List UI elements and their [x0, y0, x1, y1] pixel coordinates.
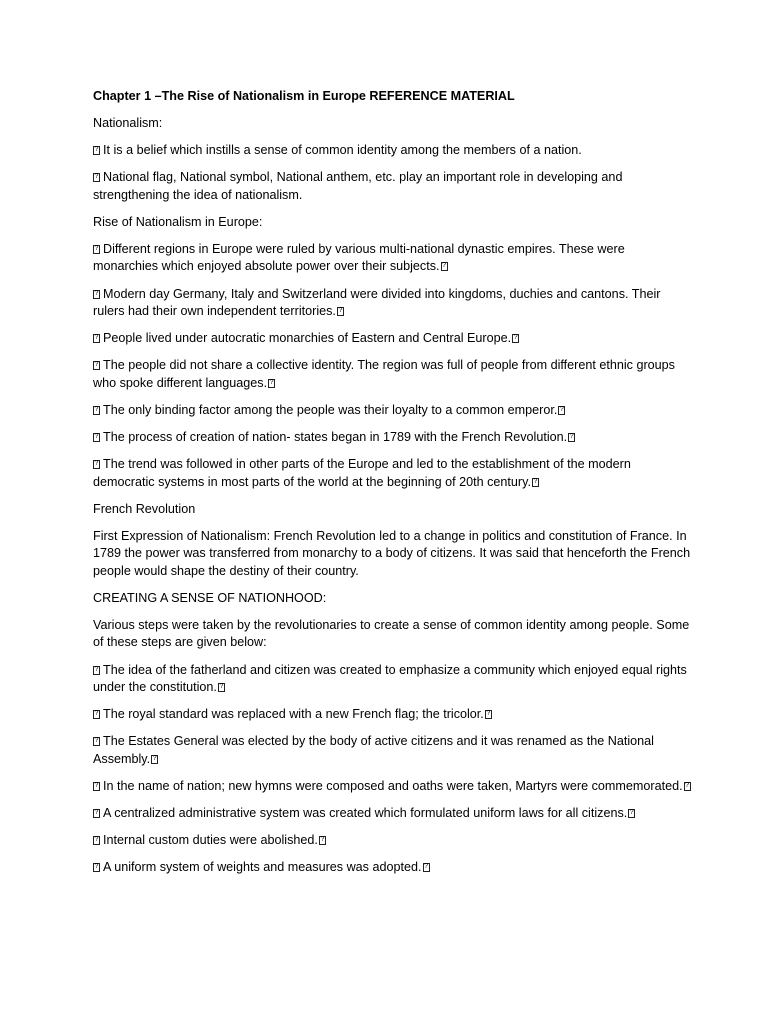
bullet-item	[93, 805, 693, 823]
bullet-item	[93, 357, 693, 392]
bullet-item	[93, 662, 693, 697]
missing-glyph-icon	[319, 836, 326, 845]
missing-glyph-icon	[93, 863, 100, 872]
bullet-text: National flag, National symbol, National anthem, etc. play an important role in developing and strengthening the idea of nationalism.	[93, 170, 623, 202]
bullet-item	[93, 832, 693, 850]
bullet-text: A uniform system of weights and measures was adopted.	[103, 860, 422, 875]
bullet-text: The Estates General was elected by the body of active citizens and it was renamed as the National Assembly.	[93, 734, 654, 766]
missing-glyph-icon	[93, 361, 100, 370]
missing-glyph-icon	[558, 406, 565, 415]
missing-glyph-icon	[628, 809, 635, 818]
bullet-text: The idea of the fatherland and citizen was created to emphasize a community which enjoyed equal rights under the constitution.	[93, 662, 687, 694]
bullet-item	[93, 778, 693, 796]
missing-glyph-icon	[532, 478, 539, 487]
missing-glyph-icon	[337, 307, 344, 316]
missing-glyph-icon	[93, 710, 100, 719]
missing-glyph-icon	[93, 173, 100, 182]
section-paragraph: Various steps were taken by the revolutionaries to create a sense of common identity among people. Some of these steps are given below:	[93, 617, 690, 650]
bullet-text: The process of creation of nation- states began in 1789 with the French Revolution.	[103, 429, 568, 444]
missing-glyph-icon	[93, 433, 100, 442]
missing-glyph-icon	[568, 433, 575, 442]
section-heading: CREATING A SENSE OF NATIONHOOD:	[93, 590, 327, 605]
bullet-item	[93, 859, 693, 877]
section-heading: Nationalism:	[93, 116, 163, 131]
bullet-item	[93, 286, 693, 321]
missing-glyph-icon	[93, 334, 100, 343]
bullet-text: Modern day Germany, Italy and Switzerland were divided into kingdoms, duchies and cantons. Their rulers had their own independent territories.	[93, 286, 661, 319]
bullet-item	[93, 429, 693, 447]
bullet-item	[93, 402, 693, 420]
bullet-text: The royal standard was replaced with a new French flag; the tricolor.	[103, 707, 484, 722]
bullet-text: The trend was followed in other parts of the Europe and led to the establishment of the modern democratic systems in most parts of the world at the beginning of 20th century.	[93, 457, 631, 489]
bullet-item	[93, 733, 693, 768]
bullet-item	[93, 456, 693, 491]
bullet-text: The only binding factor among the people was their loyalty to a common emperor.	[103, 402, 558, 417]
missing-glyph-icon	[93, 460, 100, 469]
document-title: Chapter 1 –The Rise of Nationalism in Europe REFERENCE MATERIAL	[93, 89, 515, 103]
missing-glyph-icon	[93, 245, 100, 254]
bullet-text: Internal custom duties were abolished.	[103, 832, 318, 847]
bullet-text: People lived under autocratic monarchies of Eastern and Central Europe.	[103, 331, 512, 346]
missing-glyph-icon	[485, 710, 492, 719]
bullet-text: The people did not share a collective identity. The region was full of people from different ethnic groups who spoke different languages.	[93, 358, 675, 390]
bullet-item	[93, 330, 693, 348]
bullet-text: In the name of nation; new hymns were composed and oaths were taken, Martyrs were commemorated.	[103, 778, 683, 793]
bullet-text: It is a belief which instills a sense of common identity among the members of a nation.	[103, 143, 582, 158]
bullet-item	[93, 169, 693, 204]
missing-glyph-icon	[93, 836, 100, 845]
missing-glyph-icon	[93, 290, 100, 299]
missing-glyph-icon	[441, 262, 448, 271]
missing-glyph-icon	[93, 406, 100, 415]
missing-glyph-icon	[93, 737, 100, 746]
document-body	[93, 115, 693, 876]
missing-glyph-icon	[423, 863, 430, 872]
bullet-text: Different regions in Europe were ruled by various multi-national dynastic empires. These were monarchies which enjoyed absolute power over their subjects.	[93, 241, 625, 274]
missing-glyph-icon	[93, 809, 100, 818]
missing-glyph-icon	[684, 782, 691, 791]
bullet-item	[93, 241, 693, 276]
bullet-item	[93, 706, 693, 724]
missing-glyph-icon	[151, 755, 158, 764]
missing-glyph-icon	[218, 683, 225, 692]
section-heading: French Revolution	[93, 501, 196, 516]
bullet-text: A centralized administrative system was created which formulated uniform laws for all citizens.	[103, 805, 628, 820]
document-page	[93, 88, 693, 886]
missing-glyph-icon	[512, 334, 519, 343]
bullet-item	[93, 142, 693, 160]
section-heading: Rise of Nationalism in Europe:	[93, 214, 263, 229]
missing-glyph-icon	[93, 782, 100, 791]
section-paragraph: First Expression of Nationalism: French Revolution led to a change in politics and constitution of France. In 1789 the power was transferred from monarchy to a body of citizens. It was said that henceforth the French people would shape the destiny of their country.	[93, 528, 691, 578]
missing-glyph-icon	[93, 146, 100, 155]
missing-glyph-icon	[268, 379, 275, 388]
missing-glyph-icon	[93, 666, 100, 675]
